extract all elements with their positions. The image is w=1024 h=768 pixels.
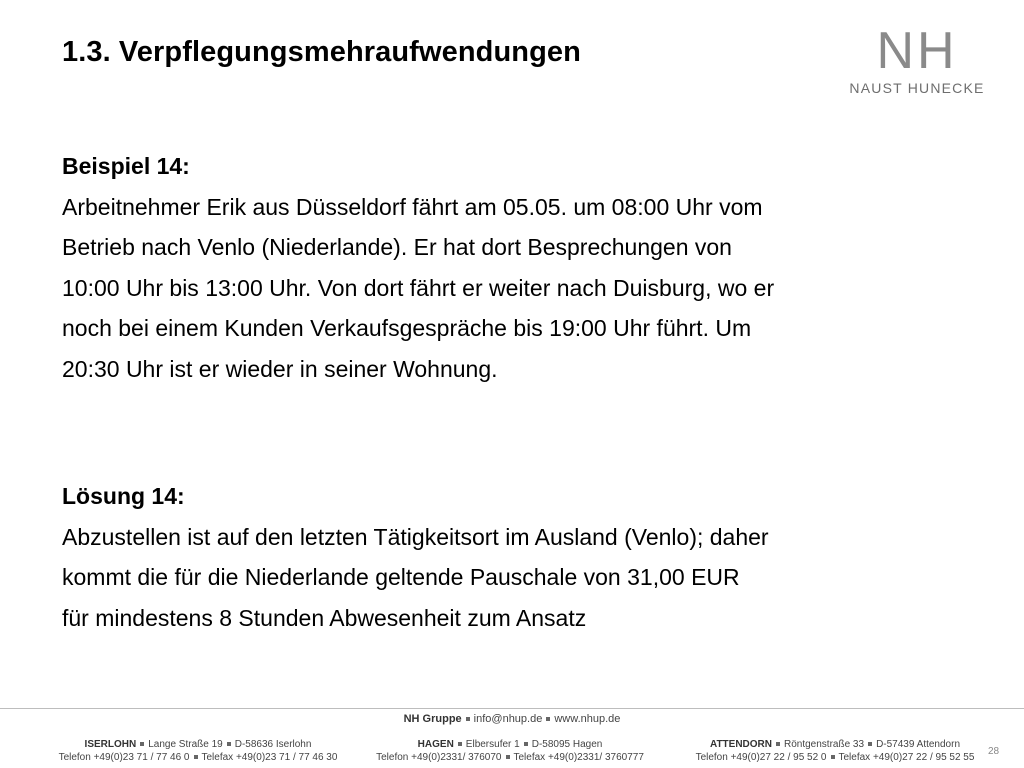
solution-heading: Lösung 14: (62, 483, 185, 509)
office-city: ATTENDORN (709, 739, 772, 750)
office-attendorn (685, 738, 985, 764)
example-line: noch bei einem Kunden Verkaufsgespräche bis 19:00 Uhr führt. Um (62, 315, 752, 341)
separator-square-icon (140, 742, 144, 746)
separator-square-icon (831, 755, 835, 759)
separator-square-icon (458, 742, 462, 746)
example-line: Arbeitnehmer Erik aus Düsseldorf fährt am 05.05. um 08:00 Uhr vom (62, 193, 763, 220)
logo-text: NAUST HUNECKE (849, 80, 985, 96)
solution-line: Abzustellen ist auf den letzten Tätigkeitsort im Ausland (Venlo); daher (62, 523, 769, 550)
solution-line: für mindestens 8 Stunden Abwesenheit zum Ansatz (62, 604, 587, 631)
separator-square-icon (546, 717, 550, 721)
company-logo (832, 22, 1002, 96)
office-phone: Telefon +49(0)2331/ 376070 (376, 752, 502, 763)
office-city: HAGEN (417, 739, 454, 750)
solution-line: kommt die für die Niederlande geltende Pauschale von 31,00 EUR (62, 564, 740, 590)
logo-mark: NH (876, 22, 958, 80)
office-city: ISERLOHN (84, 739, 137, 750)
office-street: Lange Straße 19 (148, 739, 223, 750)
office-iserlohn (48, 738, 348, 764)
footer-contact (0, 713, 1024, 725)
example-section (62, 146, 982, 389)
example-line: 10:00 Uhr bis 13:00 Uhr. Von dort fährt er weiter nach Duisburg, wo er (62, 274, 775, 301)
separator-square-icon (194, 755, 198, 759)
office-zip-city: D-58095 Hagen (531, 739, 603, 750)
office-fax: Telefax +49(0)23 71 / 77 46 30 (201, 752, 338, 763)
slide-title: 1.3. Verpflegungsmehraufwendungen (62, 36, 581, 68)
office-zip-city: D-57439 Attendorn (876, 739, 961, 750)
office-street: Röntgenstraße 33 (784, 739, 865, 750)
solution-section (62, 476, 982, 638)
example-line: 20:30 Uhr ist er wieder in seiner Wohnung. (62, 355, 498, 382)
footer-divider (0, 708, 1024, 709)
office-fax: Telefax +49(0)2331/ 3760777 (513, 752, 644, 763)
footer-web[interactable]: www.nhup.de (554, 713, 621, 725)
office-fax: Telefax +49(0)27 22 / 95 52 55 (838, 752, 975, 763)
office-phone: Telefon +49(0)23 71 / 77 46 0 (58, 752, 190, 763)
separator-square-icon (868, 742, 872, 746)
office-street: Elbersufer 1 (465, 739, 520, 750)
footer-email[interactable]: info@nhup.de (473, 713, 543, 725)
example-heading: Beispiel 14: (62, 153, 190, 179)
separator-square-icon (466, 717, 470, 721)
example-line: Betrieb nach Venlo (Niederlande). Er hat dort Besprechungen von (62, 234, 732, 260)
office-phone: Telefon +49(0)27 22 / 95 52 0 (695, 752, 827, 763)
office-zip-city: D-58636 Iserlohn (234, 739, 312, 750)
office-hagen (365, 738, 655, 764)
separator-square-icon (506, 755, 510, 759)
separator-square-icon (776, 742, 780, 746)
page-number: 28 (988, 746, 1000, 757)
separator-square-icon (524, 742, 528, 746)
separator-square-icon (227, 742, 231, 746)
footer-group: NH Gruppe (403, 713, 462, 725)
